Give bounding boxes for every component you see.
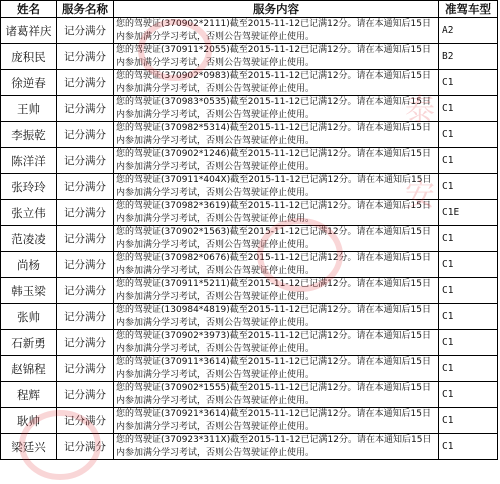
cell-service-name: 记分满分: [57, 226, 114, 252]
header-service-content: 服务内容: [114, 1, 439, 18]
cell-license-class: C1: [439, 70, 498, 96]
table-row: [1, 200, 498, 226]
cell-license-class: C1E: [439, 200, 498, 226]
cell-license-class: C1: [439, 356, 498, 382]
cell-name: 程辉: [1, 382, 57, 408]
cell-service-content: 您的驾驶证(370911*2055)截至2015-11-12已记满12分。请在本通知后15日内参加满分学习考试，否则公告驾驶证停止使用。: [114, 44, 439, 70]
cell-license-class: C1: [439, 226, 498, 252]
cell-name: 赵锦程: [1, 356, 57, 382]
table-row: [1, 96, 498, 122]
cell-license-class: C1: [439, 252, 498, 278]
cell-license-class: C1: [439, 278, 498, 304]
cell-service-name: 记分满分: [57, 44, 114, 70]
cell-name: 石新勇: [1, 330, 57, 356]
cell-name: 诸葛祥庆: [1, 18, 57, 44]
table-row: [1, 304, 498, 330]
table-row: [1, 226, 498, 252]
table-row: [1, 330, 498, 356]
table-row: [1, 252, 498, 278]
cell-service-content: 您的驾驶证(370911*5211)截至2015-11-12已记满12分。请在本通知后15日内参加满分学习考试，否则公告驾驶证停止使用。: [114, 278, 439, 304]
cell-name: 韩玉梁: [1, 278, 57, 304]
cell-name: 李振乾: [1, 122, 57, 148]
cell-license-class: C1: [439, 382, 498, 408]
cell-service-name: 记分满分: [57, 122, 114, 148]
header-name: 姓名: [1, 1, 57, 18]
cell-service-name: 记分满分: [57, 382, 114, 408]
cell-name: 王帅: [1, 96, 57, 122]
table-row: [1, 122, 498, 148]
cell-license-class: C1: [439, 174, 498, 200]
cell-service-name: 记分满分: [57, 18, 114, 44]
cell-service-name: 记分满分: [57, 304, 114, 330]
cell-service-content: 您的驾驶证(370982*3619)截至2015-11-12已记满12分。请在本通知后15日内参加满分学习考试，否则公告驾驶证停止使用。: [114, 200, 439, 226]
cell-license-class: B2: [439, 44, 498, 70]
cell-service-name: 记分满分: [57, 278, 114, 304]
cell-name: 梁廷兴: [1, 434, 57, 460]
cell-service-name: 记分满分: [57, 200, 114, 226]
cell-service-name: 记分满分: [57, 252, 114, 278]
cell-service-content: 您的驾驶证(370902*1563)截至2015-11-12已记满12分。请在本通知后15日内参加满分学习考试，否则公告驾驶证停止使用。: [114, 226, 439, 252]
cell-license-class: C1: [439, 96, 498, 122]
cell-service-content: 您的驾驶证(370902*1555)截至2015-11-12已记满12分。请在本通知后15日内参加满分学习考试，否则公告驾驶证停止使用。: [114, 382, 439, 408]
table-row: [1, 148, 498, 174]
cell-name: 张立伟: [1, 200, 57, 226]
header-license-class: 准驾车型: [439, 1, 498, 18]
cell-service-name: 记分满分: [57, 408, 114, 434]
cell-service-content: 您的驾驶证(370923*311X)截至2015-11-12已记满12分。请在本通知后15日内参加满分学习考试，否则公告驾驶证停止使用。: [114, 434, 439, 460]
cell-service-content: 您的驾驶证(370911*3614)截至2015-11-12已记满12分。请在本通知后15日内参加满分学习考试，否则公告驾驶证停止使用。: [114, 356, 439, 382]
cell-name: 张帅: [1, 304, 57, 330]
cell-license-class: C1: [439, 408, 498, 434]
cell-service-content: 您的驾驶证(370983*0535)截至2015-11-12已记满12分。请在本通知后15日内参加满分学习考试，否则公告驾驶证停止使用。: [114, 96, 439, 122]
header-row: [1, 1, 498, 18]
cell-service-content: 您的驾驶证(370902*1246)截至2015-11-12已记满12分。请在本通知后15日内参加满分学习考试，否则公告驾驶证停止使用。: [114, 148, 439, 174]
cell-service-content: 您的驾驶证(370982*0676)截至2015-11-12已记满12分。请在本通知后15日内参加满分学习考试，否则公告驾驶证停止使用。: [114, 252, 439, 278]
cell-license-class: C1: [439, 148, 498, 174]
cell-name: 范凌凌: [1, 226, 57, 252]
table-row: [1, 44, 498, 70]
table-row: [1, 382, 498, 408]
cell-service-content: 您的驾驶证(130984*4819)截至2015-11-12已记满12分。请在本通知后15日内参加满分学习考试，否则公告驾驶证停止使用。: [114, 304, 439, 330]
table-row: [1, 70, 498, 96]
cell-service-content: 您的驾驶证(370902*2111)截至2015-11-12已记满12分。请在本通知后15日内参加满分学习考试，否则公告驾驶证停止使用。: [114, 18, 439, 44]
table-row: [1, 356, 498, 382]
cell-name: 庞积民: [1, 44, 57, 70]
cell-name: 尚杨: [1, 252, 57, 278]
table-row: [1, 278, 498, 304]
cell-service-content: 您的驾驶证(370982*5314)截至2015-11-12已记满12分。请在本通知后15日内参加满分学习考试，否则公告驾驶证停止使用。: [114, 122, 439, 148]
table-row: [1, 174, 498, 200]
watermark-char-1: 泰: [405, 93, 435, 128]
cell-service-name: 记分满分: [57, 148, 114, 174]
cell-license-class: C1: [439, 304, 498, 330]
cell-service-content: 您的驾驶证(370911*404X)截至2015-11-12已记满12分。请在本通知后15日内参加满分学习考试，否则公告驾驶证停止使用。: [114, 174, 439, 200]
cell-service-name: 记分满分: [57, 434, 114, 460]
cell-service-content: 您的驾驶证(370921*3614)截至2015-11-12已记满12分。请在本通知后15日内参加满分学习考试，否则公告驾驶证停止使用。: [114, 408, 439, 434]
watermark-char-2: 安: [405, 178, 435, 213]
cell-name: 陈洋洋: [1, 148, 57, 174]
cell-name: 耿帅: [1, 408, 57, 434]
cell-license-class: C1: [439, 434, 498, 460]
cell-service-name: 记分满分: [57, 356, 114, 382]
cell-license-class: A2: [439, 18, 498, 44]
cell-name: 张玲玲: [1, 174, 57, 200]
cell-license-class: C1: [439, 330, 498, 356]
cell-service-name: 记分满分: [57, 70, 114, 96]
table-row: [1, 434, 498, 460]
cell-license-class: C1: [439, 122, 498, 148]
cell-service-content: 您的驾驶证(370902*3973)截至2015-11-12已记满12分。请在本通知后15日内参加满分学习考试，否则公告驾驶证停止使用。: [114, 330, 439, 356]
table-body: [1, 18, 498, 460]
cell-service-name: 记分满分: [57, 174, 114, 200]
table-row: [1, 408, 498, 434]
cell-service-content: 您的驾驶证(370902*0983)截至2015-11-12已记满12分。请在本通知后15日内参加满分学习考试，否则公告驾驶证停止使用。: [114, 70, 439, 96]
table-row: [1, 18, 498, 44]
cell-service-name: 记分满分: [57, 96, 114, 122]
header-service-name: 服务名称: [57, 1, 114, 18]
cell-service-name: 记分满分: [57, 330, 114, 356]
cell-name: 徐逆春: [1, 70, 57, 96]
